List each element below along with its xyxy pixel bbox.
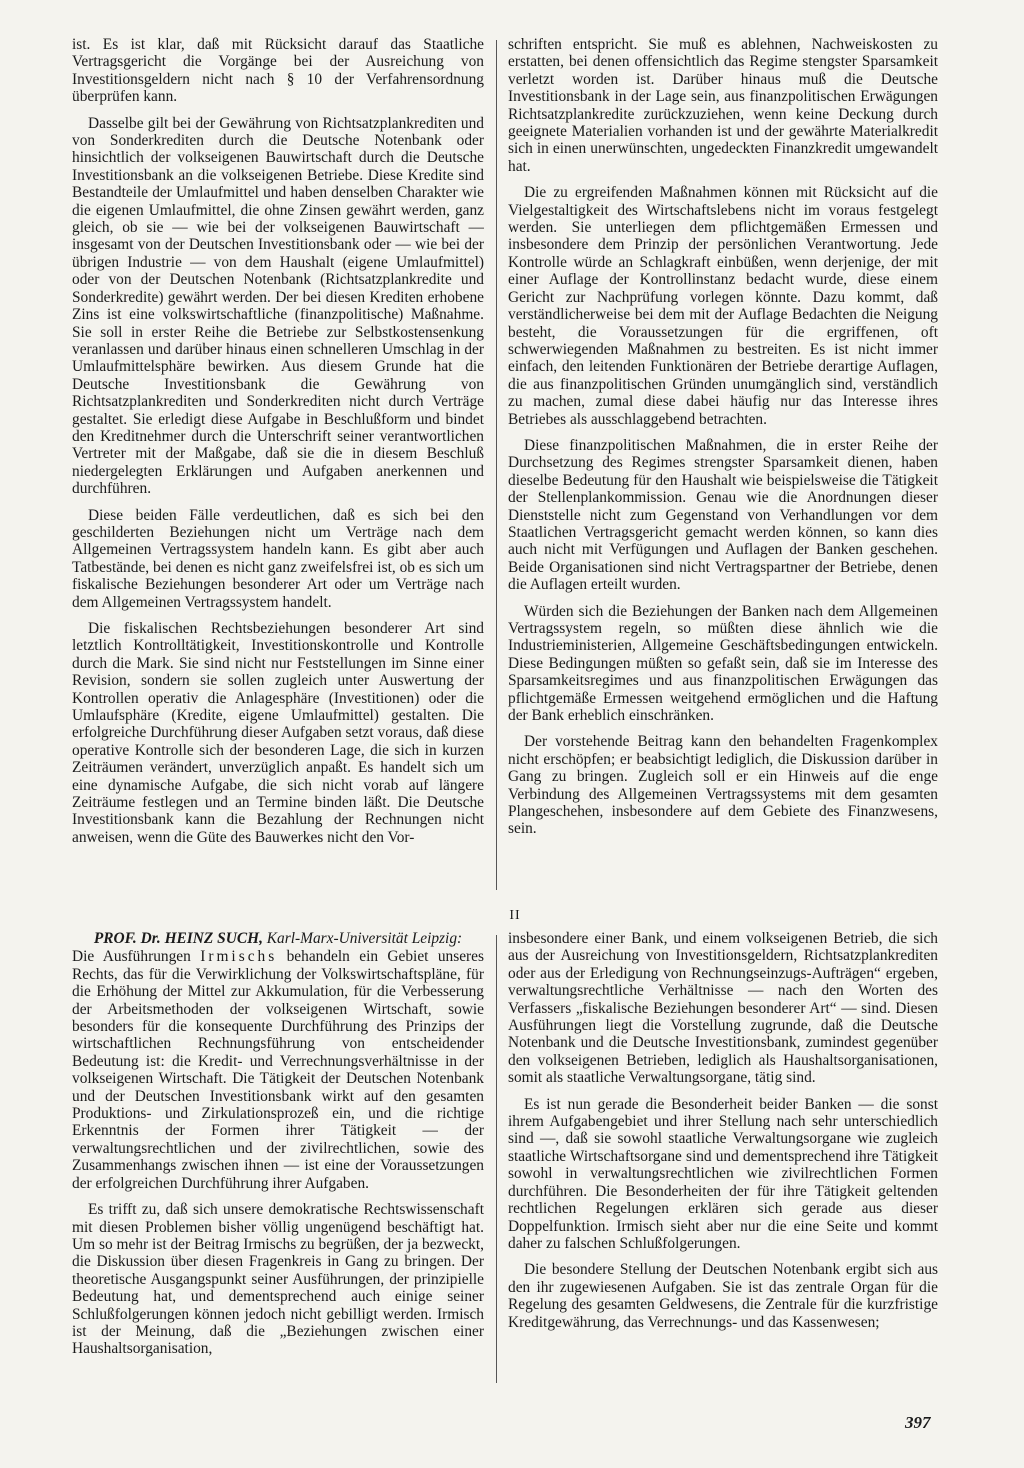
paragraph: insbesondere einer Bank, und einem volkseigenen Betrieb, die sich aus der Ausreichung von Investitionsgeldern, Richtsatzplankrediten oder aus der Erledigung von Rechnungseinzugs-Aufträgen“ ergeben, verwaltungsrechtliche Verhältnisse — nach den Worten des Verfassers „fiskalische Beziehungen besonderer Art“ — sind. Diesen Ausführungen liegt die Vorstellung zugrunde, daß die Deutsche Notenbank und die Deutsche Investitionsbank, zumindest gegenüber den volkseigenen Betrieben, lediglich als Haushaltsorganisationen, somit als staatliche Verwaltungsorgane, tätig sind.: [508, 930, 938, 1087]
paragraph: Diese finanzpolitischen Maßnahmen, die in erster Reihe der Durchsetzung des Regimes strengster Sparsamkeit dienen, haben dieselbe Bedeutung für den Haushalt wie beispielsweise die Tätigkeit der Stellenplankommission. Genau wie die Anordnungen dieser Dienststelle nicht zum Gegenstand von Verhandlungen vor dem Staatlichen Vertragsgericht gemacht werden können, so kann dies auch nicht mit Verfügungen und Auflagen der Banken geschehen. Beide Organisationen sind nicht Vertragspartner der Betriebe, denen die Auflagen erteilt wurden.: [508, 436, 938, 594]
paragraph: [72, 948, 484, 1192]
column-divider-top: [496, 40, 497, 890]
column-top-left: [72, 36, 484, 874]
paragraph: Die fiskalischen Rechtsbeziehungen besonderer Art sind letztlich Kontrolltätigkeit, Investitionskontrolle und Kontrolle durch die Mark. Sie sind nicht nur Feststellungen im Sinne einer Revision, sondern sie sollen zugleich unter Auswertung der Kontrollen operativ die Anlagesphäre (Investitionen) oder die Umlaufsphäre (Kredite, eigene Umlaufmittel) gestalten. Die erfolgreiche Durchführung dieser Aufgaben setzt voraus, daß diese operative Kontrolle sich der besonderen Lage, die sich in kurzen Zeiträumen verändert, unverzüglich anpaßt. Es handelt sich um eine dynamische Aufgabe, die sich nicht vorab auf längere Zeiträume festlegen und an Termine binden läßt. Die Deutsche Investitionsbank kann die Bezahlung der Rechnungen nicht anweisen, wenn die Güte des Bauwerkes nicht den Vor-: [72, 620, 484, 846]
page-number: 397: [905, 1413, 931, 1432]
paragraph: Es ist nun gerade die Besonderheit beider Banken — die sonst ihrem Aufgabengebiet und ihrer Stellung nach sehr unterschiedlich sind —, daß sie sowohl staatliche Verwaltungsorgane wie zugleich staatliche Wirtschaftsorgane sind und dementsprechend ihre Tätigkeit sowohl in verwaltungsrechtlichen wie zivilrechtlichen Formen durchführen. Die Besonderheiten der für ihre Tätigkeit geltenden rechtlichen Regelungen erklären sich gerade aus dieser Doppelfunktion. Irmisch sieht aber nur die eine Seite und kommt daher zu falschen Schlußfolgerungen.: [508, 1095, 938, 1252]
paragraph: Es trifft zu, daß sich unsere demokratische Rechtswissenschaft mit diesen Problemen bisher völlig ungenügend beschäftigt hat. Um so mehr ist der Beitrag Irmischs zu begrüßen, der ja bezweckt, die Diskussion über diesen Fragenkreis in Gang zu bringen. Der theoretische Ausgangspunkt seiner Ausführungen, der prinzipielle Bedeutung hat, und dementsprechend auch einige seiner Schlußfolgerungen können jedoch nicht gebilligt werden. Irmisch ist der Meinung, daß die „Beziehungen zwischen einer Haushaltsorganisation,: [72, 1201, 484, 1358]
paragraph: Diese beiden Fälle verdeutlichen, daß es sich bei den geschilderten Beziehungen nicht um Verträge nach dem Allgemeinen Vertragssystem handeln kann. Es gibt aber auch Tatbestände, bei denen es nicht ganz zweifelsfrei ist, ob es sich um fiskalische Beziehungen besonderer Art oder um Verträge nach dem Allgemeinen Vertragssystem handelt.: [72, 506, 484, 611]
paragraph: Die zu ergreifenden Maßnahmen können mit Rücksicht auf die Vielgestaltigkeit des Wirtschaftslebens nicht im voraus festgelegt werden. Sie unterliegen dem pflichtgemäßen Ermessen und insbesondere dem Prinzip der persönlichen Verantwortung. Jede Kontrolle würde an Schlagkraft einbüßen, wenn derjenige, der mit einer Auflage der Kontrollinstanz bedacht wurde, diese einem Gericht zur Nachprüfung vorlegen könnte. Dazu kommt, daß verständlicherweise bei dem mit der Auflage Bedachten die Neigung besteht, die Voraussetzungen für die ergriffenen, oft schwerwiegenden Maßnahmen zu bestreiten. Es ist nicht immer einfach, den leitenden Funktionären der Betriebe derartige Auflagen, die aus finanzpolitischen Gründen unumgänglich sind, verständlich zu machen, zumal diese dabei häufig nur das Interesse ihres Betriebes als ausschlaggebend betrachten.: [508, 184, 938, 428]
paragraph: Dasselbe gilt bei der Gewährung von Richtsatzplankrediten und von Sonderkrediten durch die Deutsche Notenbank oder hinsichtlich der volkseigenen Bauwirtschaft durch die Deutsche Investitionsbank an die volkseigenen Betriebe. Diese Kredite sind Bestandteile der Umlaufmittel und haben denselben Charakter wie die eigenen Umlaufmittel, die ohne Zinsen gewährt werden, ganz gleich, ob sie — wie bei der volkseigenen Bauwirtschaft — insgesamt von der Deutschen Investitionsbank oder — wie bei der übrigen Industrie — von dem Haushalt (eigene Umlaufmittel) oder von der Deutschen Notenbank (Richtsatzplankredite und Sonderkredite) gewährt werden. Der bei diesen Krediten erhobene Zins ist eine volkswirtschaftliche (finanzpolitische) Maßnahme. Sie soll in erster Reihe die Betriebe zur Selbstkostensenkung veranlassen und darüber hinaus einen schnelleren Umschlag in der Umlaufmittelsphäre bewirken. Aus diesem Grunde hat die Deutsche Investitionsbank die Gewährung von Richtsatzplankrediten und Sonderkrediten nicht durch Verträge gestaltet. Sie erledigt diese Aufgabe in Beschlußform und bindet den Kreditnehmer durch die Unterschrift seiner verantwortlichen Vertreter mit der Maßgabe, daß sie die in diesem Beschluß niedergelegten Erklärungen und Aufgaben anerkennen und durchführen.: [72, 114, 484, 498]
paragraph-rest: behandeln ein Gebiet unseres Rechts, das für die Verwirklichung der Volkswirtschaftspläne, für die Erhöhung der Mittel zur Akkumulation, für die Verbesserung der Arbeitsmethoden der volkseigenen Wirtschaft, sowie besonders für die konsequente Durchführung des Prinzips der wirtschaftlichen Rechnungsführung von entscheidender Bedeutung ist: die Kredit- und Verrechnungsverhältnisse in der volkseigenen Wirtschaft. Die Tätigkeit der Deutschen Notenbank und der Deutschen Investitionsbank wirkt auf den gesamten Produktions- und Zirkulationsprozeß ein, und die richtige Erkenntnis der Formen ihrer Tätigkeit — der verwaltungsrechtlichen und der zivilrechtlichen, sowie des Zusammenhangs zwischen ihnen — ist eine der Voraussetzungen der erfolgreichen Durchführung ihrer Aufgaben.: [72, 948, 484, 1192]
paragraph: Die besondere Stellung der Deutschen Notenbank ergibt sich aus den ihr zugewiesenen Aufgaben. Sie ist das zentrale Organ für die Regelung des gesamten Geldwesens, die Zentrale für die kurzfristige Kreditgewährung, das Verrechnungs- und das Kassenwesen;: [508, 1261, 938, 1331]
paragraph: Würden sich die Beziehungen der Banken nach dem Allgemeinen Vertragssystem regeln, so müßten diese ähnlich wie die Industrieministerien, Allgemeine Geschäftsbedingungen entwickeln. Diese Bedingungen müßten so gefaßt sein, daß sie im Interesse des Sparsamkeitsregimes und aus finanzpolitischen Erwägungen das pflichtgemäße Ermessen weitgehend ermöglichen und die Haftung der Bank erheblich einschränken.: [508, 602, 938, 725]
paragraph: schriften entspricht. Sie muß es ablehnen, Nachweiskosten zu erstatten, bei denen offensichtlich das Regime stengster Sparsamkeit verletzt worden ist. Darüber hinaus muß die Deutsche Investitionsbank in der Lage sein, aus finanzpolitischen Erwägungen Richtsatzplankredite zurückzuziehen, wenn keine Deckung durch geeignete Materialien vorhanden ist und der gewährte Materialkredit sich in einen unerwünschten, ungedeckten Finanzkredit umgewandelt hat.: [508, 36, 938, 175]
author-name-spaced: Irmischs: [200, 948, 278, 966]
author-name: PROF. Dr. HEINZ SUCH,: [93, 930, 263, 947]
paragraph-lead: Die Ausführungen: [72, 948, 191, 966]
author-affiliation: Karl-Marx-Universität Leipzig:: [266, 930, 463, 947]
column-bottom-left: [72, 930, 484, 1400]
paragraph: ist. Es ist klar, daß mit Rücksicht darauf das Staatliche Vertragsgericht die Vorgänge bei der Ausreichung von Investitionsgeldern nicht nach § 10 der Verfahrensordnung überprüfen kann.: [72, 36, 484, 106]
section-numeral: II: [509, 908, 521, 923]
column-bottom-right: [508, 930, 938, 1400]
column-top-right: [508, 36, 938, 886]
column-divider-bottom: [496, 935, 497, 1383]
paragraph: Der vorstehende Beitrag kann den behandelten Fragenkomplex nicht erschöpfen; er beabsichtigt lediglich, die Diskussion darüber in Gang zu bringen. Zugleich soll er ein Hinweis auf die enge Verbindung des Allgemeinen Vertragssystems mit dem gesamten Plangeschehen, insbesondere auf dem Gebiete des Finanzwesens, sein.: [508, 733, 938, 838]
author-heading: [72, 930, 484, 947]
